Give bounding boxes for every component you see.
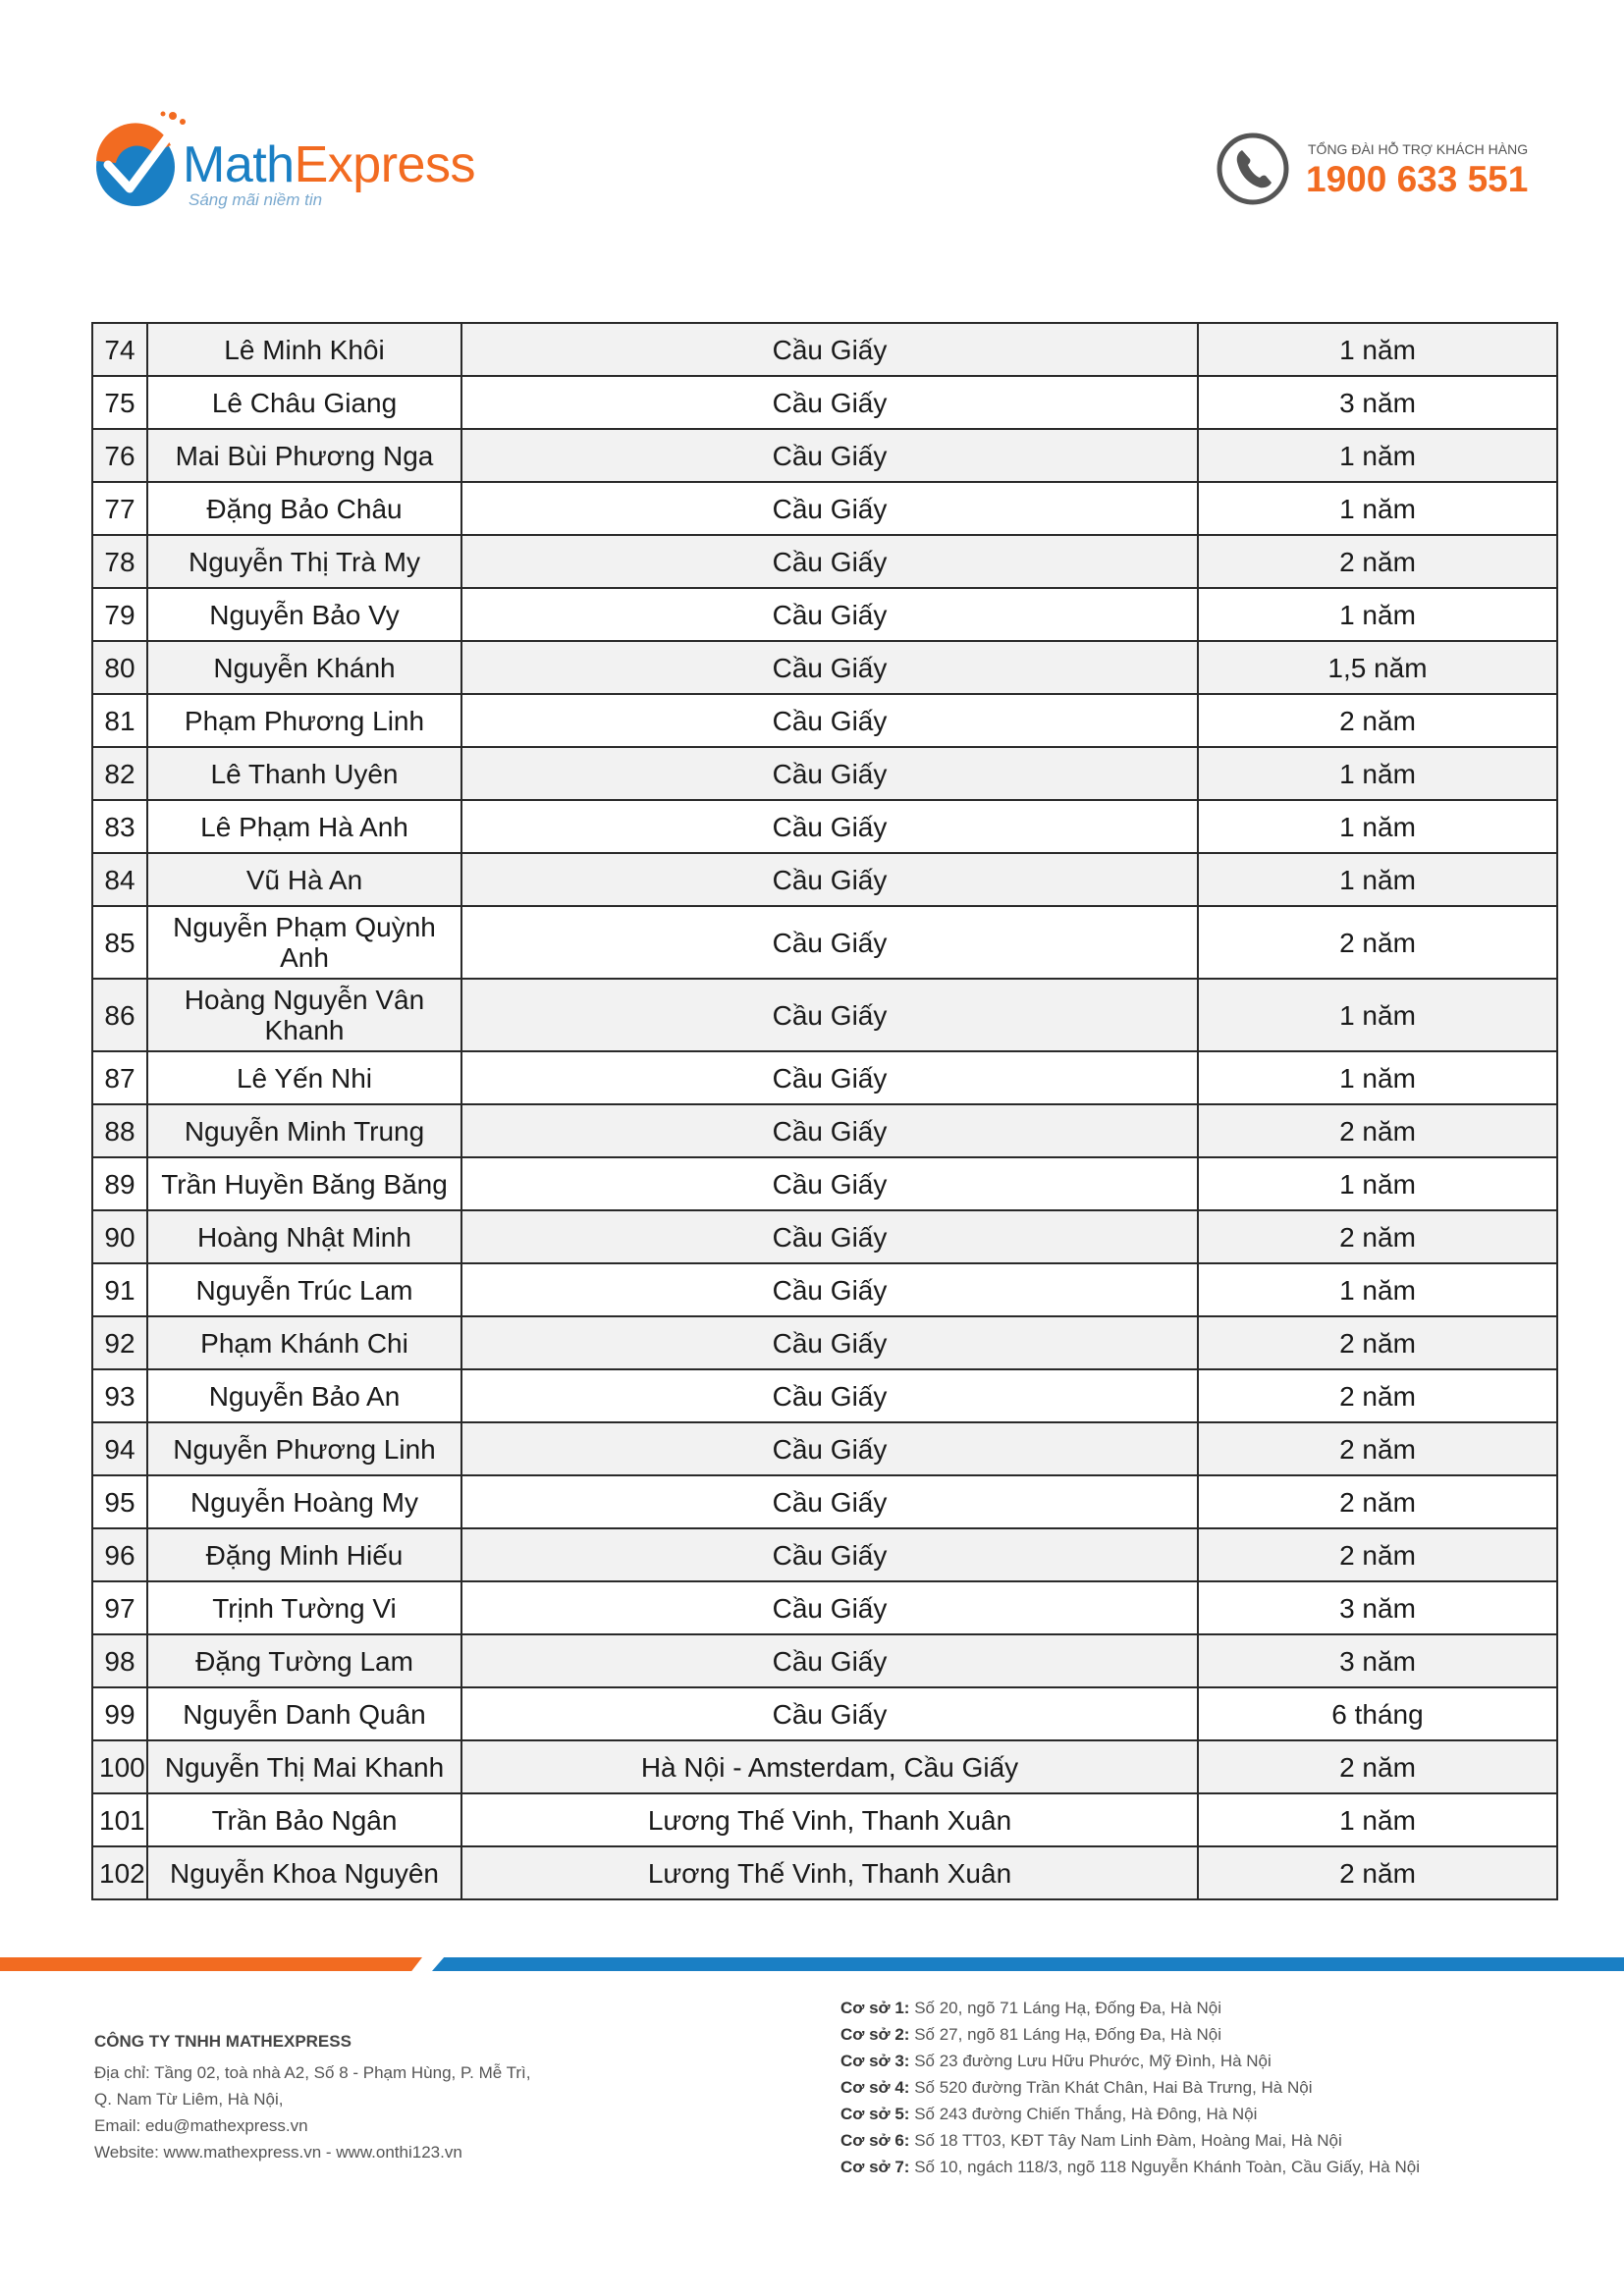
cell-name: Đặng Bảo Châu <box>147 482 461 535</box>
branch-item <box>840 2074 1606 2101</box>
cell-name: Nguyễn Khoa Nguyên <box>147 1846 461 1899</box>
cell-place: Cầu Giấy <box>461 853 1198 906</box>
table-row <box>92 1528 1557 1581</box>
cell-duration: 1 năm <box>1198 800 1557 853</box>
hotline-label: TỔNG ĐÀI HỖ TRỢ KHÁCH HÀNG <box>1308 141 1529 157</box>
table-row <box>92 1740 1557 1793</box>
cell-number: 94 <box>92 1422 147 1475</box>
table-row <box>92 588 1557 641</box>
branch-address: Số 27, ngõ 81 Láng Hạ, Đống Đa, Hà Nội <box>914 2025 1222 2044</box>
cell-duration: 1 năm <box>1198 1051 1557 1104</box>
cell-duration: 2 năm <box>1198 1422 1557 1475</box>
cell-number: 91 <box>92 1263 147 1316</box>
cell-place: Cầu Giấy <box>461 747 1198 800</box>
cell-number: 92 <box>92 1316 147 1369</box>
branch-label: Cơ sở 3: <box>840 2052 910 2070</box>
cell-place: Cầu Giấy <box>461 1581 1198 1634</box>
cell-duration: 2 năm <box>1198 1369 1557 1422</box>
logo-mark-icon <box>94 110 192 208</box>
cell-place: Cầu Giấy <box>461 1528 1198 1581</box>
company-email[interactable]: Email: edu@mathexpress.vn <box>94 2116 308 2135</box>
cell-name: Trần Bảo Ngân <box>147 1793 461 1846</box>
table-row <box>92 1316 1557 1369</box>
cell-duration: 1 năm <box>1198 1793 1557 1846</box>
branch-address: Số 18 TT03, KĐT Tây Nam Linh Đàm, Hoàng Mai, Hà Nội <box>914 2131 1342 2150</box>
table-row <box>92 1263 1557 1316</box>
cell-duration: 1 năm <box>1198 323 1557 376</box>
cell-place: Hà Nội - Amsterdam, Cầu Giấy <box>461 1740 1198 1793</box>
table-row <box>92 1581 1557 1634</box>
cell-place: Cầu Giấy <box>461 1369 1198 1422</box>
cell-name: Nguyễn Hoàng My <box>147 1475 461 1528</box>
cell-number: 78 <box>92 535 147 588</box>
brand-part2: Express <box>294 136 475 193</box>
cell-name: Nguyễn Trúc Lam <box>147 1263 461 1316</box>
cell-duration: 2 năm <box>1198 1528 1557 1581</box>
cell-name: Vũ Hà An <box>147 853 461 906</box>
table-row <box>92 429 1557 482</box>
hotline-block <box>1214 130 1538 208</box>
table-row <box>92 1051 1557 1104</box>
cell-number: 79 <box>92 588 147 641</box>
cell-place: Cầu Giấy <box>461 979 1198 1051</box>
cell-duration: 1 năm <box>1198 1263 1557 1316</box>
branch-address: Số 23 đường Lưu Hữu Phước, Mỹ Đình, Hà Nội <box>914 2052 1272 2070</box>
table-row <box>92 641 1557 694</box>
cell-duration: 2 năm <box>1198 535 1557 588</box>
table-row <box>92 1369 1557 1422</box>
cell-name: Nguyễn Thị Mai Khanh <box>147 1740 461 1793</box>
cell-duration: 1 năm <box>1198 429 1557 482</box>
cell-number: 95 <box>92 1475 147 1528</box>
cell-duration: 2 năm <box>1198 1210 1557 1263</box>
table-row <box>92 1104 1557 1157</box>
cell-name: Lê Châu Giang <box>147 376 461 429</box>
branch-label: Cơ sở 2: <box>840 2025 910 2044</box>
cell-number: 100 <box>92 1740 147 1793</box>
branch-label: Cơ sở 4: <box>840 2078 910 2097</box>
cell-number: 102 <box>92 1846 147 1899</box>
cell-duration: 3 năm <box>1198 1634 1557 1687</box>
table-row <box>92 376 1557 429</box>
cell-number: 98 <box>92 1634 147 1687</box>
company-info <box>94 2032 644 2165</box>
table-row <box>92 323 1557 376</box>
cell-name: Nguyễn Bảo Vy <box>147 588 461 641</box>
branch-item <box>840 1995 1606 2021</box>
cell-name: Lê Phạm Hà Anh <box>147 800 461 853</box>
table-row <box>92 1157 1557 1210</box>
cell-place: Cầu Giấy <box>461 694 1198 747</box>
cell-name: Đặng Tường Lam <box>147 1634 461 1687</box>
cell-name: Phạm Phương Linh <box>147 694 461 747</box>
cell-place: Cầu Giấy <box>461 1634 1198 1687</box>
cell-number: 83 <box>92 800 147 853</box>
cell-place: Cầu Giấy <box>461 1422 1198 1475</box>
cell-duration: 1 năm <box>1198 482 1557 535</box>
cell-name: Lê Thanh Uyên <box>147 747 461 800</box>
cell-name: Hoàng Nguyễn Vân Khanh <box>147 979 461 1051</box>
cell-name: Lê Minh Khôi <box>147 323 461 376</box>
phone-icon <box>1214 130 1292 208</box>
cell-name: Nguyễn Phương Linh <box>147 1422 461 1475</box>
table-row <box>92 906 1557 979</box>
cell-name: Lê Yến Nhi <box>147 1051 461 1104</box>
cell-name: Phạm Khánh Chi <box>147 1316 461 1369</box>
cell-duration: 6 tháng <box>1198 1687 1557 1740</box>
branch-label: Cơ sở 7: <box>840 2158 910 2176</box>
cell-number: 85 <box>92 906 147 979</box>
branch-item <box>840 2127 1606 2154</box>
cell-number: 87 <box>92 1051 147 1104</box>
cell-name: Trần Huyền Băng Băng <box>147 1157 461 1210</box>
cell-place: Cầu Giấy <box>461 1157 1198 1210</box>
table-row <box>92 1210 1557 1263</box>
branch-address: Số 10, ngách 118/3, ngõ 118 Nguyễn Khánh Toàn, Cầu Giấy, Hà Nội <box>914 2158 1420 2176</box>
hotline-number[interactable]: 1900 633 551 <box>1306 159 1529 199</box>
cell-duration: 2 năm <box>1198 694 1557 747</box>
table-row <box>92 1634 1557 1687</box>
cell-name: Đặng Minh Hiếu <box>147 1528 461 1581</box>
cell-place: Cầu Giấy <box>461 535 1198 588</box>
cell-number: 75 <box>92 376 147 429</box>
table-row <box>92 853 1557 906</box>
company-website[interactable]: Website: www.mathexpress.vn - www.onthi123.vn <box>94 2143 462 2162</box>
branch-list <box>840 1995 1606 2180</box>
cell-name: Nguyễn Danh Quân <box>147 1687 461 1740</box>
cell-duration: 3 năm <box>1198 1581 1557 1634</box>
cell-name: Nguyễn Phạm Quỳnh Anh <box>147 906 461 979</box>
cell-number: 77 <box>92 482 147 535</box>
branch-label: Cơ sở 1: <box>840 1999 910 2017</box>
student-table <box>91 322 1558 1900</box>
table-row <box>92 1687 1557 1740</box>
cell-duration: 2 năm <box>1198 1475 1557 1528</box>
cell-place: Cầu Giấy <box>461 376 1198 429</box>
cell-number: 80 <box>92 641 147 694</box>
cell-name: Trịnh Tường Vi <box>147 1581 461 1634</box>
cell-duration: 2 năm <box>1198 1846 1557 1899</box>
cell-number: 99 <box>92 1687 147 1740</box>
cell-place: Cầu Giấy <box>461 1104 1198 1157</box>
table-row <box>92 482 1557 535</box>
table-row <box>92 694 1557 747</box>
cell-place: Cầu Giấy <box>461 1316 1198 1369</box>
cell-duration: 2 năm <box>1198 1316 1557 1369</box>
company-address-line1: Địa chỉ: Tầng 02, toà nhà A2, Số 8 - Phạm Hùng, P. Mễ Trì, <box>94 2063 531 2082</box>
cell-number: 84 <box>92 853 147 906</box>
cell-name: Nguyễn Khánh <box>147 641 461 694</box>
cell-duration: 1 năm <box>1198 1157 1557 1210</box>
table-row <box>92 747 1557 800</box>
table-row <box>92 535 1557 588</box>
cell-number: 90 <box>92 1210 147 1263</box>
branch-item <box>840 2021 1606 2048</box>
branch-item <box>840 2101 1606 2127</box>
table-row <box>92 1422 1557 1475</box>
table-row <box>92 1793 1557 1846</box>
cell-place: Cầu Giấy <box>461 429 1198 482</box>
cell-place: Cầu Giấy <box>461 641 1198 694</box>
cell-number: 82 <box>92 747 147 800</box>
cell-duration: 2 năm <box>1198 1104 1557 1157</box>
cell-place: Cầu Giấy <box>461 800 1198 853</box>
cell-duration: 2 năm <box>1198 906 1557 979</box>
branch-address: Số 520 đường Trần Khát Chân, Hai Bà Trưng, Hà Nội <box>914 2078 1313 2097</box>
cell-number: 81 <box>92 694 147 747</box>
cell-duration: 1 năm <box>1198 747 1557 800</box>
cell-place: Cầu Giấy <box>461 1687 1198 1740</box>
cell-name: Hoàng Nhật Minh <box>147 1210 461 1263</box>
brand-logo <box>94 110 507 218</box>
branch-item <box>840 2154 1606 2180</box>
cell-place: Cầu Giấy <box>461 588 1198 641</box>
company-address-line2: Q. Nam Từ Liêm, Hà Nội, <box>94 2090 284 2109</box>
footer-accent-blue <box>432 1957 1624 1971</box>
footer-accent-orange <box>0 1957 422 1971</box>
cell-number: 101 <box>92 1793 147 1846</box>
table-row <box>92 1846 1557 1899</box>
cell-duration: 1,5 năm <box>1198 641 1557 694</box>
cell-place: Lương Thế Vinh, Thanh Xuân <box>461 1846 1198 1899</box>
table-row <box>92 979 1557 1051</box>
branch-label: Cơ sở 6: <box>840 2131 910 2150</box>
table-body <box>92 323 1557 1899</box>
cell-place: Cầu Giấy <box>461 1051 1198 1104</box>
cell-place: Cầu Giấy <box>461 906 1198 979</box>
cell-place: Cầu Giấy <box>461 1475 1198 1528</box>
cell-place: Cầu Giấy <box>461 323 1198 376</box>
cell-place: Lương Thế Vinh, Thanh Xuân <box>461 1793 1198 1846</box>
cell-number: 74 <box>92 323 147 376</box>
cell-place: Cầu Giấy <box>461 482 1198 535</box>
brand-wordmark <box>183 136 475 193</box>
company-name: CÔNG TY TNHH MATHEXPRESS <box>94 2032 352 2051</box>
cell-duration: 1 năm <box>1198 853 1557 906</box>
cell-duration: 3 năm <box>1198 376 1557 429</box>
branch-address: Số 20, ngõ 71 Láng Hạ, Đống Đa, Hà Nội <box>914 1999 1222 2017</box>
cell-number: 96 <box>92 1528 147 1581</box>
branch-label: Cơ sở 5: <box>840 2105 910 2123</box>
cell-number: 89 <box>92 1157 147 1210</box>
cell-duration: 2 năm <box>1198 1740 1557 1793</box>
cell-place: Cầu Giấy <box>461 1210 1198 1263</box>
cell-name: Mai Bùi Phương Nga <box>147 429 461 482</box>
cell-place: Cầu Giấy <box>461 1263 1198 1316</box>
cell-number: 76 <box>92 429 147 482</box>
cell-number: 88 <box>92 1104 147 1157</box>
cell-number: 97 <box>92 1581 147 1634</box>
brand-slogan: Sáng mãi niềm tin <box>189 190 323 209</box>
brand-part1: Math <box>183 136 295 193</box>
cell-name: Nguyễn Thị Trà My <box>147 535 461 588</box>
cell-number: 93 <box>92 1369 147 1422</box>
table-row <box>92 800 1557 853</box>
cell-duration: 1 năm <box>1198 588 1557 641</box>
branch-item <box>840 2048 1606 2074</box>
branch-address: Số 243 đường Chiến Thắng, Hà Đông, Hà Nội <box>914 2105 1258 2123</box>
table-row <box>92 1475 1557 1528</box>
cell-name: Nguyễn Bảo An <box>147 1369 461 1422</box>
cell-duration: 1 năm <box>1198 979 1557 1051</box>
cell-number: 86 <box>92 979 147 1051</box>
cell-name: Nguyễn Minh Trung <box>147 1104 461 1157</box>
